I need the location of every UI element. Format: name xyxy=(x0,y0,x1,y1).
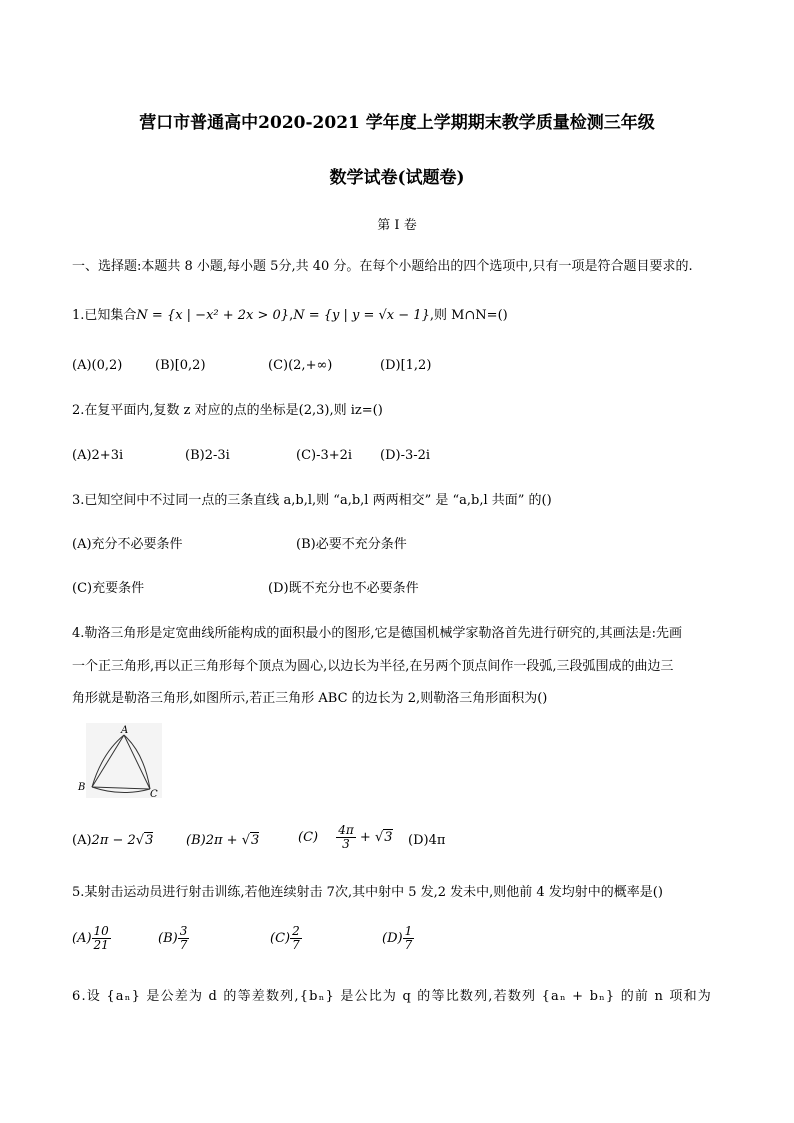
question-1 xyxy=(72,307,508,325)
reuleaux-triangle-drawing xyxy=(72,723,162,798)
q5-option-b: (B) $\frac{3}{7}$ xyxy=(158,924,188,952)
exam-subtitle: 数学试卷(试题卷) xyxy=(329,168,465,188)
q5-option-a: (A) $\frac{10}{21}$ xyxy=(72,924,109,952)
q2-option-b: (B)2-3i xyxy=(185,448,230,463)
vertex-label-a: A xyxy=(121,725,129,736)
q4-option-b: (B)2π + √3 xyxy=(186,833,260,848)
question-3: 3.已知空间中不过同一点的三条直线 a,b,l,则 “a,b,l 两两相交” 是 “a,b,l 共面” 的() xyxy=(72,493,552,508)
section-heading: 一、选择题:本题共 8 小题,每小题 5分,共 40 分。在每个小题给出的四个选项中,只有一项是符合题目要求的. xyxy=(72,259,693,274)
question-4-line-1: 4.勒洛三角形是定宽曲线所能构成的面积最小的图形,它是德国机械学家勒洛首先进行研究的,其画法是:先画 xyxy=(72,626,683,641)
vertex-label-c: C xyxy=(150,789,158,798)
q5-option-d: (D) $\frac{1}{7}$ xyxy=(382,924,413,952)
question-4-line-2: 一个正三角形,再以正三角形每个顶点为圆心,以边长为半径,在另两个顶点间作一段弧,三段弧围成的曲边三 xyxy=(72,659,674,674)
question-2: 2.在复平面内,复数 z 对应的点的坐标是(2,3),则 iz=() xyxy=(72,403,383,418)
q3-option-c: (C)充要条件 xyxy=(72,581,145,596)
q1-sep: , xyxy=(289,308,294,323)
q3-option-a: (A)充分不必要条件 xyxy=(72,537,183,552)
q3-option-b: (B)必要不充分条件 xyxy=(296,537,407,552)
q1-option-c: (C)(2,+∞) xyxy=(268,358,333,373)
q1-prefix: 1.已知集合 xyxy=(72,308,137,323)
q1-suffix: ,则 M∩N=() xyxy=(429,308,508,323)
q5-option-c: (C) $\frac{2}{7}$ xyxy=(270,924,300,952)
q1-option-d: (D)[1,2) xyxy=(380,358,432,373)
q2-option-c: (C)-3+2i xyxy=(296,448,353,463)
volume-label: 第 I 卷 xyxy=(377,218,417,233)
q4-option-c: (C) $\frac{4\pi}{3}$ + √3 xyxy=(298,823,393,851)
q4-option-a: (A)2π − 2√3 xyxy=(72,833,154,848)
q3-option-d: (D)既不充分也不必要条件 xyxy=(268,581,419,596)
q4-option-d: (D)4π xyxy=(408,833,446,848)
q1-option-a: (A)(0,2) xyxy=(72,358,123,373)
vertex-label-b: B xyxy=(78,782,86,793)
question-5: 5.某射击运动员进行射击训练,若他连续射击 7次,其中射中 5 发,2 发未中,则他前 4 发均射中的概率是() xyxy=(72,885,663,900)
question-4-line-3: 角形就是勒洛三角形,如图所示,若正三角形 ABC 的边长为 2,则勒洛三角形面积为() xyxy=(72,691,548,706)
q2-option-a: (A)2+3i xyxy=(72,448,124,463)
q1-set-n2: N = {y | y = √x − 1} xyxy=(293,308,430,323)
reuleaux-triangle-figure xyxy=(72,723,162,798)
exam-title: 营口市普通高中2020-2021 学年度上学期期末教学质量检测三年级 xyxy=(139,113,655,133)
question-6: 6.设 {aₙ} 是公差为 d 的等差数列,{bₙ} 是公比为 q 的等比数列,若数列 {aₙ + bₙ} 的前 n 项和为 xyxy=(72,989,712,1004)
q1-option-b: (B)[0,2) xyxy=(155,358,206,373)
q1-set-n: N = {x | −x² + 2x > 0} xyxy=(136,308,290,323)
q2-option-d: (D)-3-2i xyxy=(380,448,431,463)
